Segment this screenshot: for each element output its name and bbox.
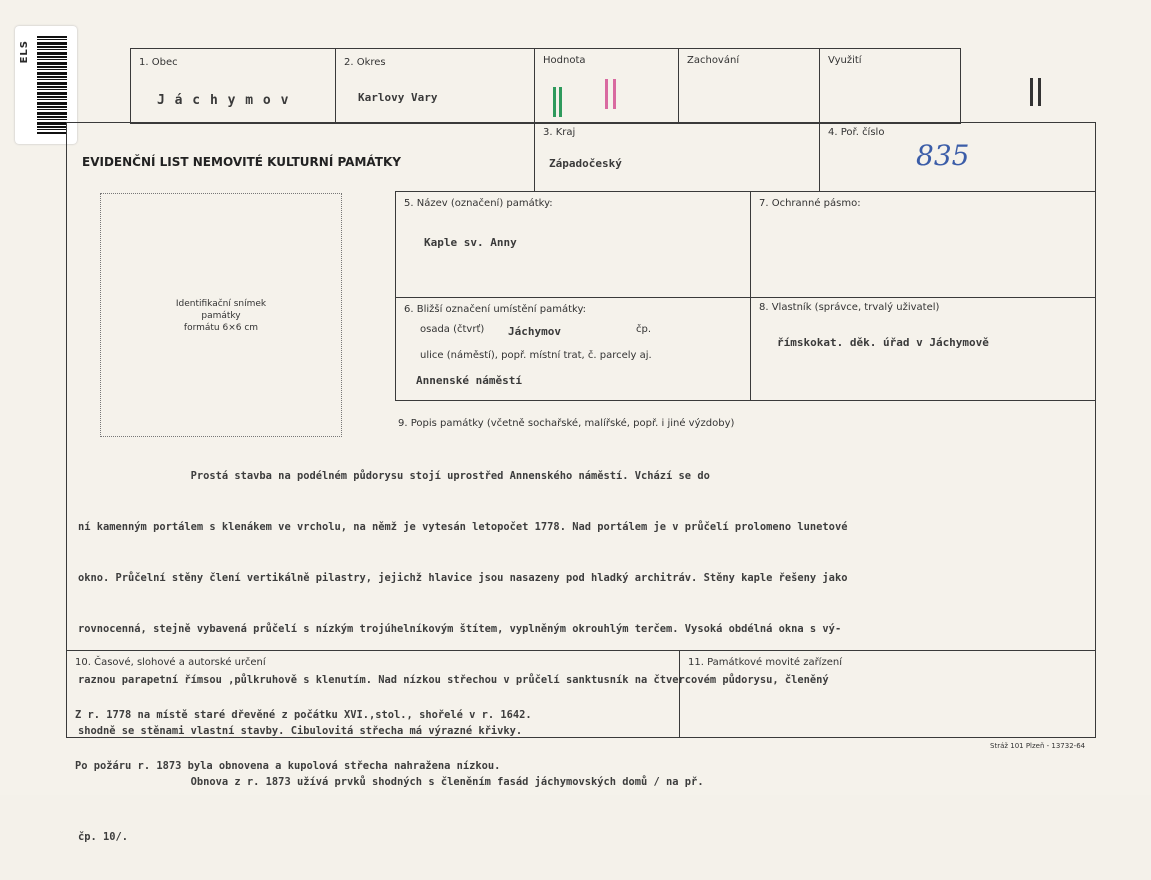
ulice-value: Annenské náměstí [416, 374, 522, 387]
barcode-icon [37, 36, 67, 134]
kraj-cell [534, 122, 820, 192]
form-title: EVIDENČNÍ LIST NEMOVITÉ KULTURNÍ PAMÁTKY [82, 155, 401, 169]
urceni-label: 10. Časové, slohové a autorské určení [75, 657, 266, 668]
kraj-label: 3. Kraj [543, 127, 576, 138]
popis-line: okno. Průčelní stěny člení vertikálně pilastry, jejichž hlavice jsou nasazeny pod hladký architráv. Stěny kaple řešeny jako [78, 572, 848, 584]
photo-box-line3: formátu 6×6 cm [183, 323, 259, 333]
popis-line: ní kamenným portálem s klenákem ve vrcholu, na němž je vytesán letopočet 1778. Nad portálem je v průčelí prolomeno lunetové [78, 521, 848, 533]
okres-cell [335, 48, 535, 124]
cp-label: čp. [636, 324, 652, 335]
por-cislo-value: 835 [916, 139, 970, 172]
popis-line: Obnova z r. 1873 užívá prvků shodných s členěním fasád jáchymovských domů / na př. [78, 776, 704, 788]
pink-mark-2 [613, 79, 616, 109]
por-cislo-label: 4. Poř. číslo [828, 127, 885, 138]
popis-label: 9. Popis památky (včetně sochařské, malířské, popř. i jiné výzdoby) [398, 418, 735, 429]
hodnota-label: Hodnota [543, 55, 586, 66]
dark-mark [1030, 78, 1033, 106]
movite-label: 11. Památkové movité zařízení [688, 657, 842, 668]
photo-box-line1: Identifikační snímek [175, 299, 267, 309]
okres-label: 2. Okres [344, 57, 386, 68]
umisteni-label: 6. Bližší označení umístění památky: [404, 304, 587, 315]
sticker-label: ELS [19, 40, 30, 64]
popis-line: čp. 10/. [78, 831, 129, 843]
zachovani-label: Zachování [687, 55, 740, 66]
vlastnik-value: římskokat. děk. úřad v Jáchymově [777, 336, 989, 349]
vyuziti-cell [819, 48, 961, 124]
obec-label: 1. Obec [139, 57, 178, 68]
photo-box-caption [101, 298, 341, 334]
okres-value: Karlovy Vary [358, 91, 438, 104]
ochranne-cell [750, 191, 1096, 298]
urceni-text [75, 673, 532, 809]
printer-note: Stráž 101 Plzeň - 13732-64 [990, 742, 1086, 750]
popis-line: shodně se stěnami vlastní stavby. Cibulovitá střecha má výrazné křivky. [78, 725, 523, 737]
urceni-cell [66, 650, 680, 772]
por-cislo-cell [819, 122, 1096, 192]
obec-cell [130, 48, 336, 124]
umisteni-cell [395, 297, 751, 401]
dark-mark-2 [1038, 78, 1041, 106]
photo-box-line2: památky [201, 311, 241, 321]
vlastnik-cell [750, 297, 1096, 401]
nazev-label: 5. Název (označení) památky: [404, 198, 553, 209]
ulice-label: ulice (náměstí), popř. místní trat, č. parcely aj. [420, 350, 652, 361]
photo-box [100, 193, 342, 437]
urceni-line: Z r. 1778 na místě staré dřevěné z počátku XVI.,stol., shořelé v r. 1642. [75, 709, 532, 721]
hodnota-cell [534, 48, 679, 124]
obec-value: J á c h y m o v [157, 93, 290, 108]
urceni-line: Po požáru r. 1873 byla obnovena a kupolová střecha nahražena nízkou. [75, 760, 501, 772]
green-mark-2 [559, 87, 562, 117]
osada-value: Jáchymov [508, 325, 561, 338]
vyuziti-label: Využití [828, 55, 862, 66]
osada-label: osada (čtvrť) [420, 324, 485, 335]
popis-line: raznou parapetní římsou ,půlkruhově s klenutím. Nad nízkou střechou v průčelí sanktusník na čtvercovém půdorysu, členěný [78, 674, 829, 686]
movite-cell [679, 650, 1096, 738]
nazev-value: Kaple sv. Anny [424, 236, 517, 249]
popis-line: rovnocenná, stejně vybavená průčelí s nízkým trojúhelníkovým štítem, vyplněným okrouhlým terčem. Vysoká obdélná okna s vý- [78, 623, 842, 635]
kraj-value: Západočeský [549, 157, 622, 170]
zachovani-cell [678, 48, 820, 124]
ochranne-label: 7. Ochranné pásmo: [759, 198, 861, 209]
vlastnik-label: 8. Vlastník (správce, trvalý uživatel) [759, 302, 940, 313]
pink-mark [605, 79, 608, 109]
green-mark [553, 87, 556, 117]
popis-line: Prostá stavba na podélném půdorysu stojí uprostřed Annenského náměstí. Vchází se do [78, 470, 710, 482]
nazev-cell [395, 191, 751, 298]
